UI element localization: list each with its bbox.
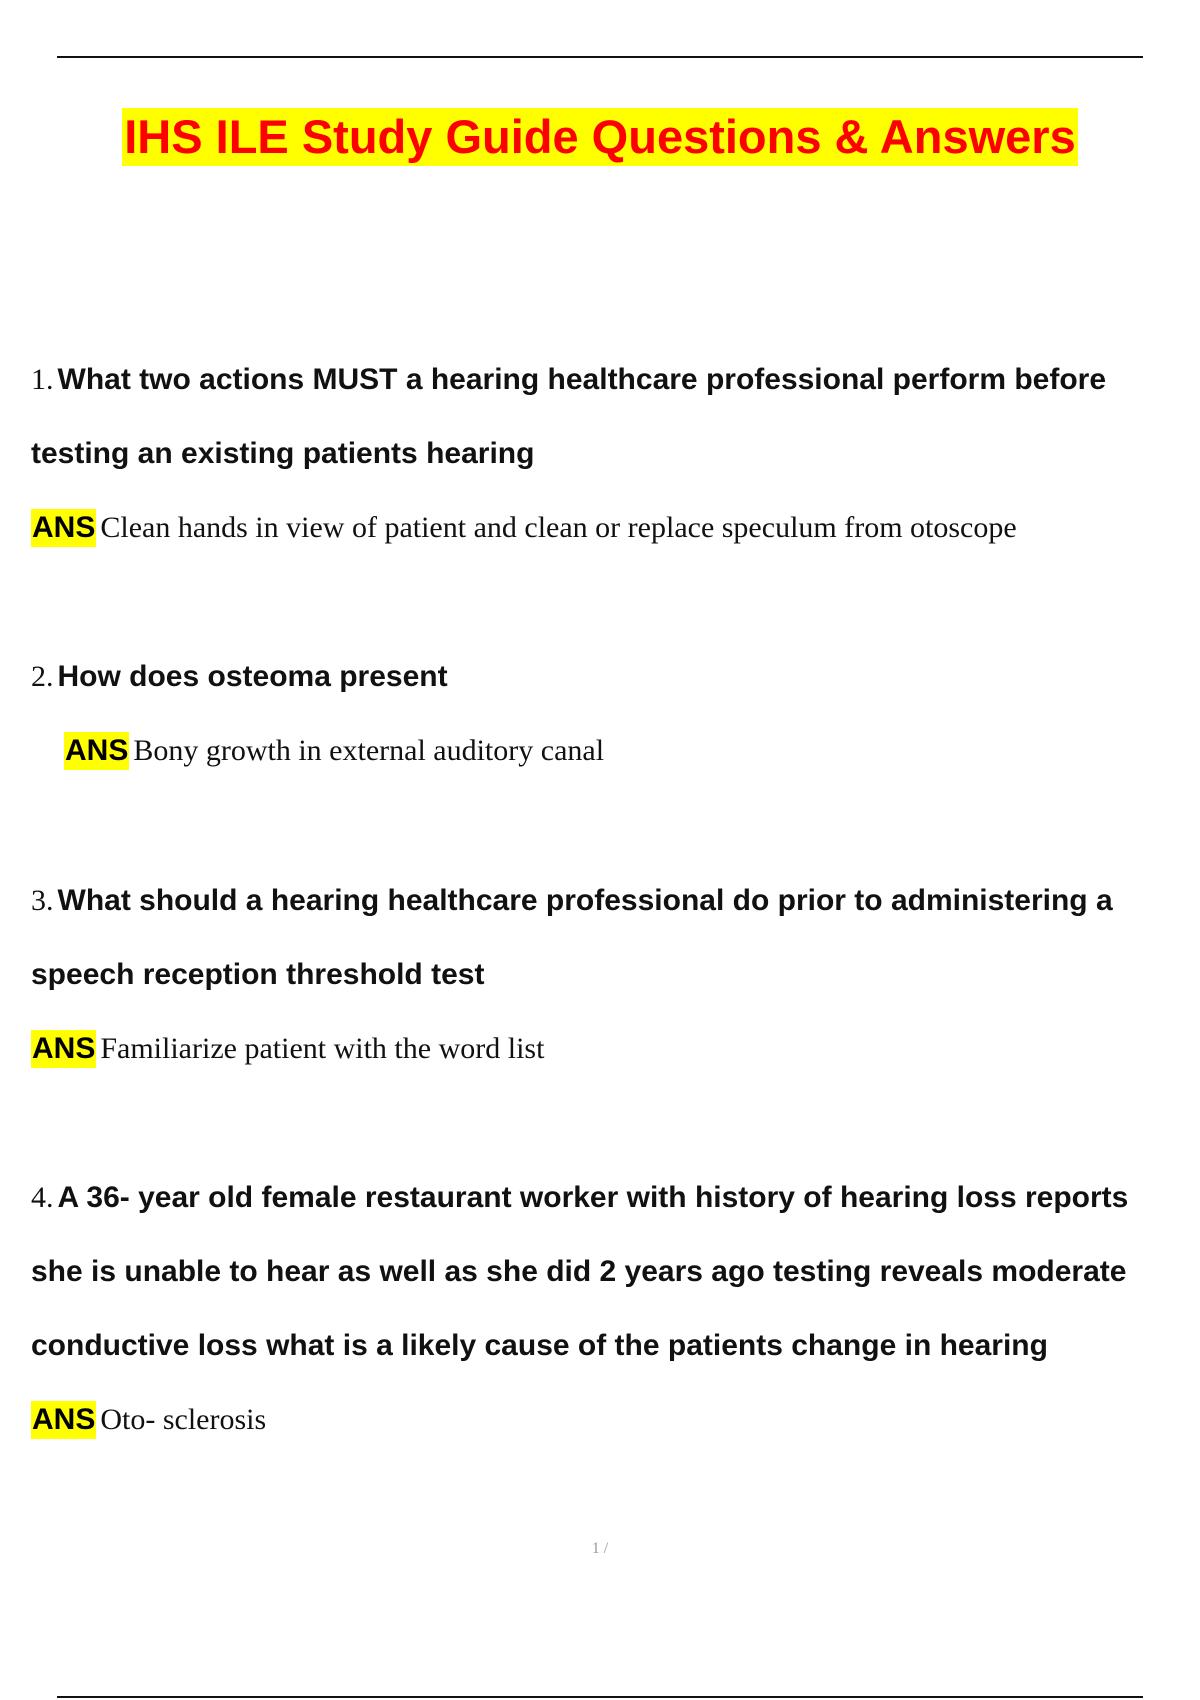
top-rule — [57, 56, 1143, 58]
answer-line — [31, 714, 1200, 788]
answer-label: ANS — [31, 509, 96, 547]
bottom-rule — [57, 1696, 1143, 1698]
question-line — [31, 417, 1200, 491]
qa-item-2 — [31, 640, 1200, 788]
question-line — [31, 1309, 1200, 1383]
question-text: speech reception threshold test — [31, 958, 485, 991]
question-line — [31, 1161, 1200, 1235]
question-line — [31, 864, 1200, 938]
question-text: conductive loss what is a likely cause of the patients change in hearing — [31, 1329, 1048, 1362]
qa-item-1 — [31, 343, 1200, 565]
question-text: A 36- year old female restaurant worker with history of hearing loss reports — [57, 1181, 1129, 1214]
question-text: How does osteoma present — [57, 660, 448, 693]
answer-text: Familiarize patient with the word list — [100, 1032, 545, 1065]
answer-line — [31, 1383, 1200, 1457]
question-number: 1. — [31, 363, 54, 396]
question-text: testing an existing patients hearing — [31, 437, 535, 470]
answer-label: ANS — [64, 732, 129, 770]
question-line — [31, 1235, 1200, 1309]
question-line — [31, 938, 1200, 1012]
answer-label: ANS — [31, 1030, 96, 1068]
qa-item-3 — [31, 864, 1200, 1086]
question-line — [31, 343, 1200, 417]
question-number: 4. — [31, 1181, 54, 1214]
page-number: 1 / — [591, 1540, 609, 1557]
qa-item-4 — [31, 1161, 1200, 1457]
answer-line — [31, 1012, 1200, 1086]
question-text: What should a hearing healthcare professional do prior to administering a — [57, 884, 1113, 917]
answer-line — [31, 491, 1200, 565]
question-text: she is unable to hear as well as she did 2 years ago testing reveals moderate — [31, 1255, 1127, 1288]
answer-text: Bony growth in external auditory canal — [133, 734, 605, 767]
title-container — [0, 108, 1200, 166]
question-number: 3. — [31, 884, 54, 917]
question-line — [31, 640, 1200, 714]
question-text: What two actions MUST a hearing healthcare professional perform before — [57, 363, 1107, 396]
document-title: IHS ILE Study Guide Questions & Answers — [122, 108, 1077, 166]
answer-text: Oto- sclerosis — [100, 1403, 267, 1436]
answer-label: ANS — [31, 1401, 96, 1439]
question-number: 2. — [31, 660, 54, 693]
answer-text: Clean hands in view of patient and clean or replace speculum from otoscope — [100, 511, 1017, 544]
